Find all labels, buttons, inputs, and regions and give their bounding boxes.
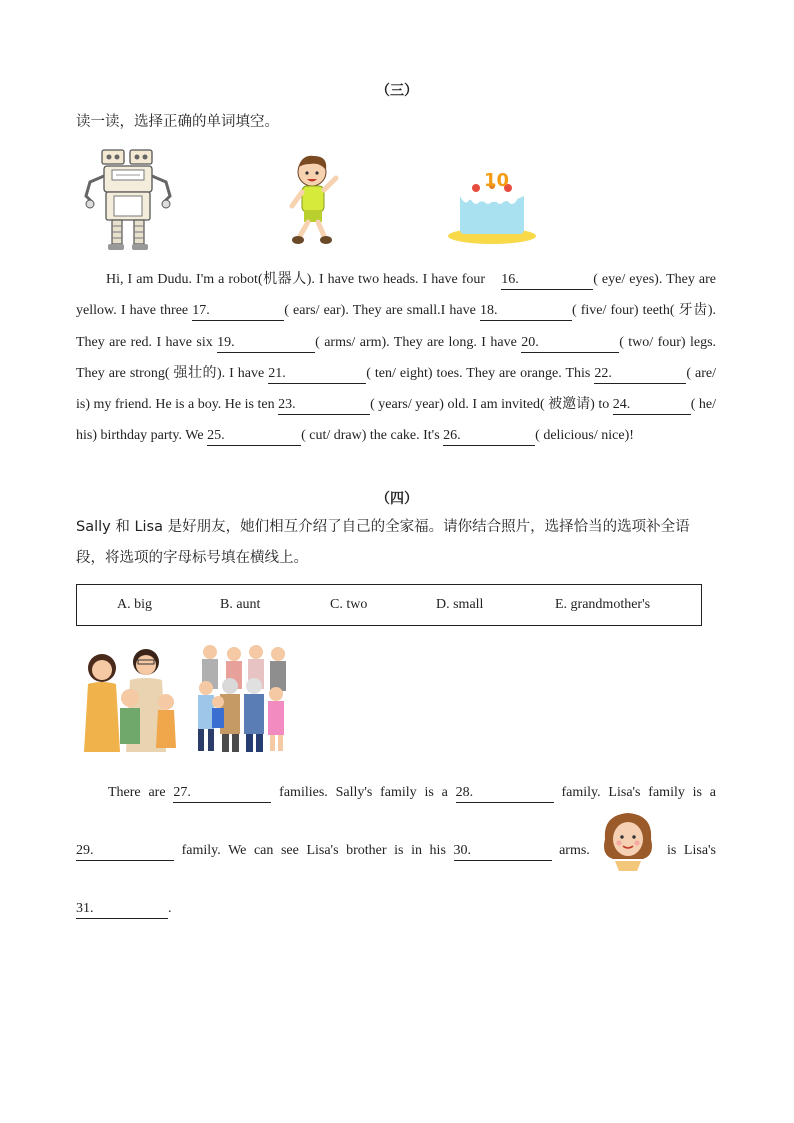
blank-29[interactable]: 29. [76,842,174,861]
passage-text: family. We can see Lisa's brother is in his [181,843,446,858]
option-c: C. two [330,597,368,612]
birthday-cake-illustration [446,168,538,246]
sally-family-picture [84,649,176,752]
passage-text: Hi, I am Dudu. I'm a robot(机器人). I have two heads. I have four [106,272,486,287]
section-3-pictures [76,146,546,254]
blank-22[interactable]: 22. [594,365,686,384]
passage-text: arms. [559,843,590,858]
options-box [76,584,702,626]
section-3-passage [76,264,716,452]
option-e: E. grandmother's [555,597,651,612]
blank-31[interactable]: 31. [76,900,168,919]
blank-23[interactable]: 23. [278,396,370,415]
section-4-instruction: Sally 和 Lisa 是好朋友，她们相互介绍了自己的全家福。请你结合照片，选择恰当的选项补全语段，将选项的字母标号填在横线上。 [76,519,690,566]
blank-30[interactable]: 30. [454,842,552,861]
section-4-heading: （四） [376,491,418,507]
blank-28[interactable]: 28. [456,784,554,803]
blank-17[interactable]: 17. [192,302,284,321]
passage-text: families. Sally's family is a [279,785,448,800]
section-3-heading: （三） [376,83,418,99]
option-b: B. aunt [220,597,261,612]
blank-16[interactable]: 16. [501,271,593,290]
robot-illustration [82,146,174,252]
grandmother-face-picture [597,831,659,871]
options-24: ( he/ his) birthday party. We [76,397,717,444]
boy-illustration [284,152,344,248]
passage-text: is Lisa's [667,843,717,858]
passage-text: family. Lisa's family is a [561,785,717,800]
cake-number: 10 [484,170,510,191]
section-3-instruction: 读一读，选择正确的单词填空。 [76,114,279,130]
family-photos-illustration [80,640,296,756]
option-d: D. small [436,597,484,612]
passage-text: . [168,901,172,916]
options-26: ( delicious/ nice)! [535,428,634,444]
lisa-family-picture [198,645,286,752]
blank-27[interactable]: 27. [173,784,271,803]
blank-19[interactable]: 19. [217,334,315,353]
blank-26[interactable]: 26. [443,427,535,446]
options-17: ( ears/ ear). They are small.I have [284,303,476,319]
blank-20[interactable]: 20. [521,334,619,353]
blank-24[interactable]: 24. [613,396,691,415]
blank-18[interactable]: 18. [480,302,572,321]
options-23: ( years/ year) old. I am invited( 被邀请) to [370,397,610,413]
section-4-passage [76,764,716,938]
option-a: A. big [117,597,152,612]
options-21: ( ten/ eight) toes. They are orange. This [366,365,591,381]
options-18: ( five/ four) teeth( 牙齿). They are red. I have six [76,303,716,350]
options-20: ( two/ four) legs. They are strong( 强壮的). I have [76,334,717,381]
options-22: ( are/ is) my friend. He is a boy. He is ten [76,365,716,413]
options-19: ( arms/ arm). They are long. I have [315,334,517,350]
blank-21[interactable]: 21. [268,365,366,384]
woman-face-icon [597,809,659,873]
passage-text: There are [108,785,166,800]
options-16: ( eye/ eyes). They are yellow. I have three [76,272,717,319]
blank-25[interactable]: 25. [207,427,301,446]
options-25: ( cut/ draw) the cake. It's [301,428,440,444]
